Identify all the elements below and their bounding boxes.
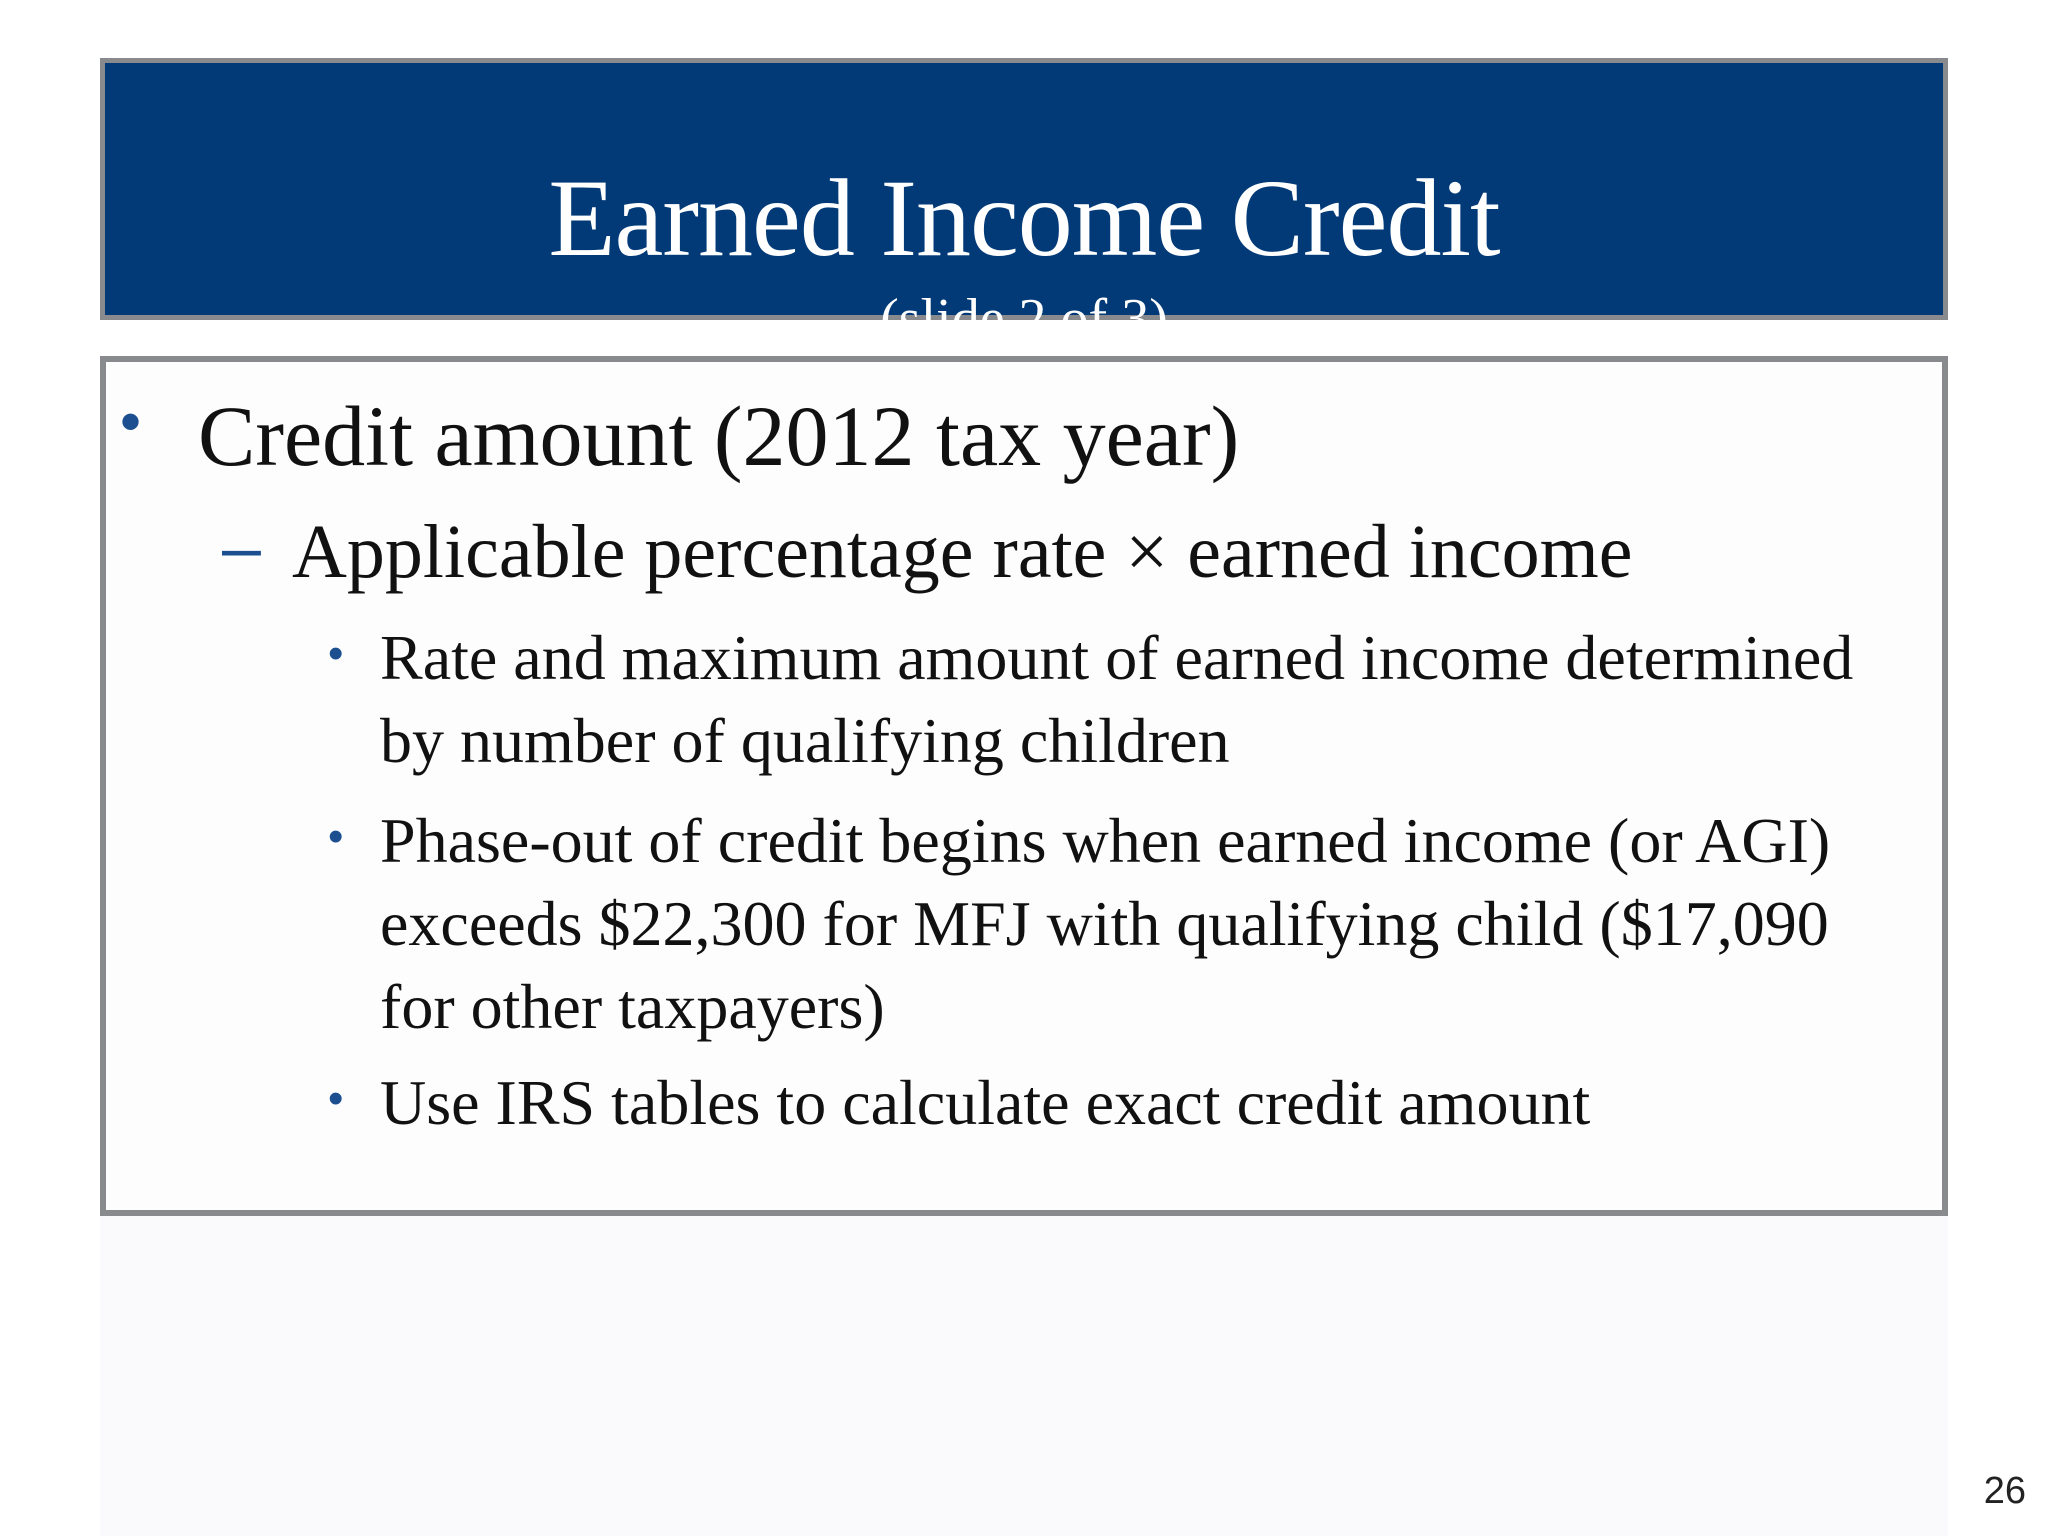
slide-subtitle: (slide 2 of 3) [880,288,1168,350]
level1-item: Credit amount (2012 tax year) [198,388,1240,484]
level3-item-phaseout: Phase-out of credit begins when earned income (or AGI) exceeds $22,300 for MFJ with qualifying child ($17,090 for other taxpayers) [380,805,1831,1042]
page-number: 26 [1983,1470,2026,1512]
level1-bullet-icon: • [120,388,142,455]
slide-title: Earned Income Credit [548,157,1500,279]
level3-item-rate: Rate and maximum amount of earned income determined by number of qualifying children [380,622,1854,776]
background-shade [100,1210,1948,1536]
level3-bullet-icon: • [328,812,344,861]
level2-dash-icon: – [222,508,261,586]
title-banner [100,58,1948,350]
level3-bullet-icon: • [328,1074,344,1123]
level3-item-irs-tables: Use IRS tables to calculate exact credit amount [380,1067,1591,1138]
level2-item: Applicable percentage rate × earned income [292,510,1633,594]
level3-bullet-icon: • [328,629,344,678]
